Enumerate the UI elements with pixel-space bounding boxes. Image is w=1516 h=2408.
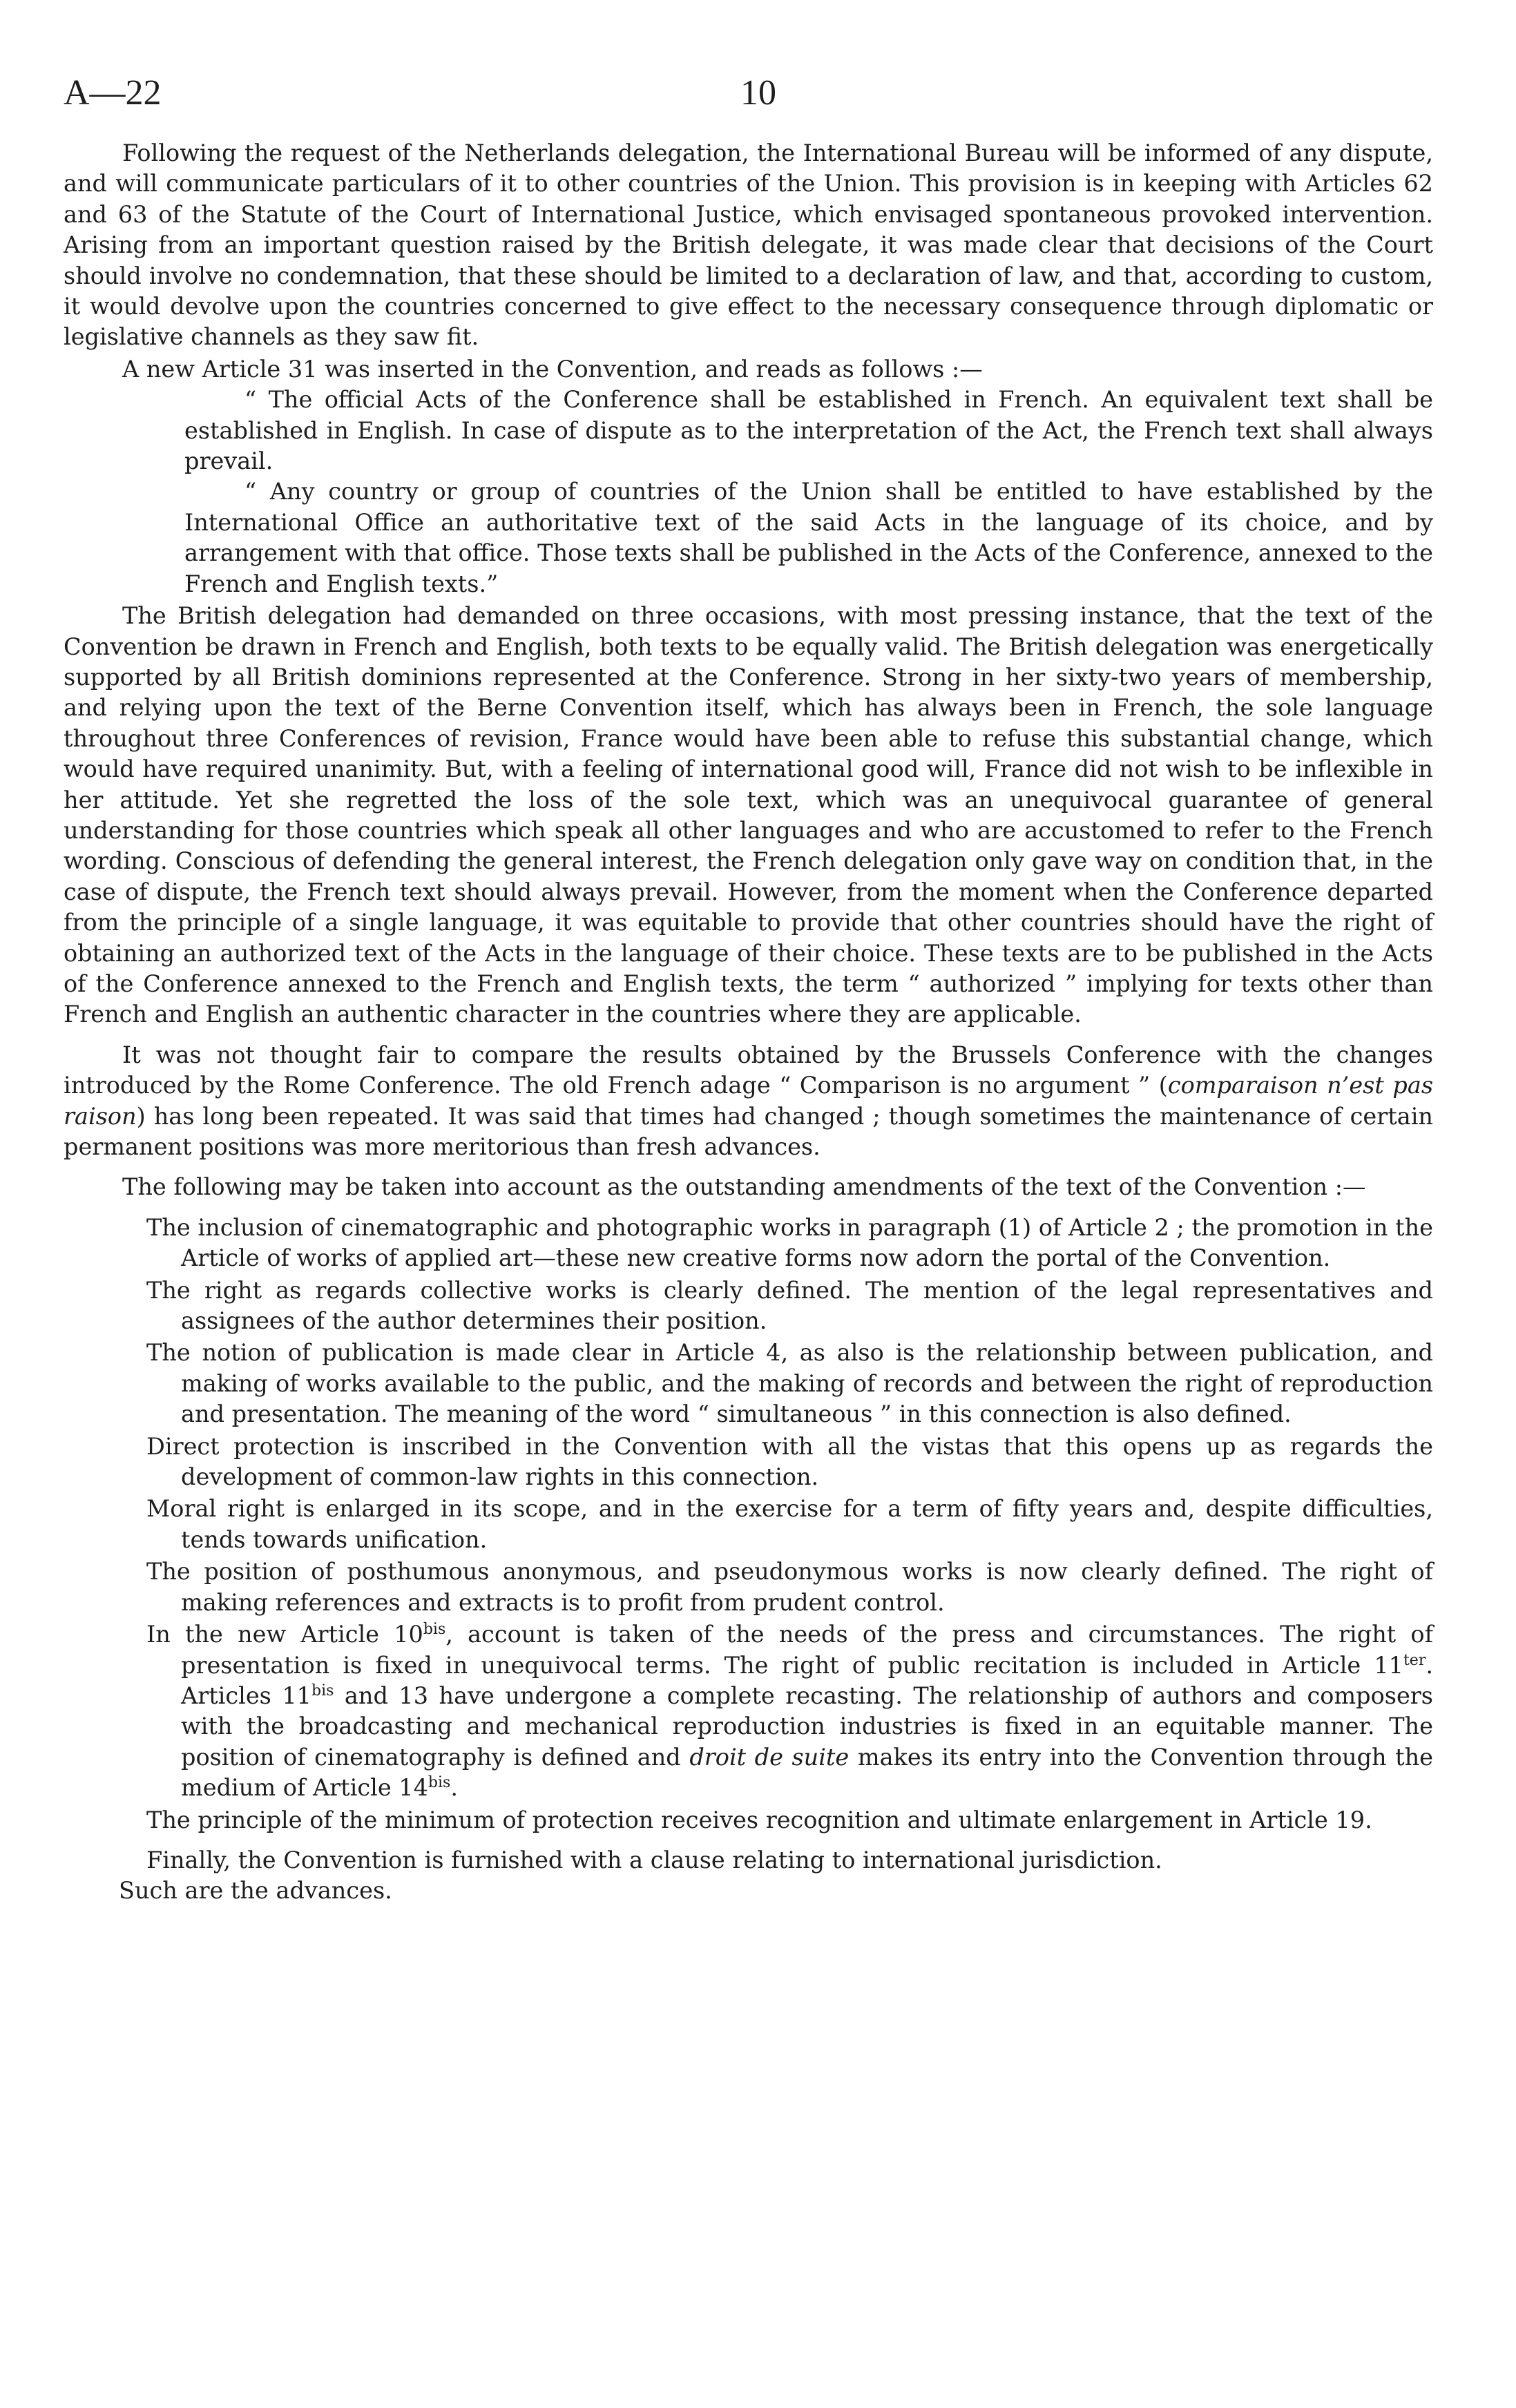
paragraph-netherlands-request: Following the request of the Netherlands delegation, the International Bureau will be informed of any dispute, and will communicate particulars of it to other countries of the Union. This provision is in keeping with Articles 62 and 63 of the Statute of the Court of International Justice, which envisaged spontaneous provoked intervention. Arising from an important question raised by the British delegate, it was made clear that decisions of the Court should involve no condemnation, that these should be limited to a declaration of law, and that, according to custom, it would devolve upon the countries concerned to give effect to the necessary consequence through diplomatic or legislative channels as they saw fit. [64, 139, 1433, 351]
list-item: The right as regards collective works is clearly defined. The mention of the legal representatives and assignees of the author determines their position. [146, 1276, 1433, 1335]
list-item: Finally, the Convention is furnished with a clause relating to international jurisdiction. [146, 1846, 1162, 1874]
list-item: The inclusion of cinematographic and photographic works in paragraph (1) of Article 2 ; the promotion in the Article of works of applied art—these new creative forms now adorn the portal of the Convention. [146, 1213, 1433, 1272]
item-text: makes its entry into the Convention through the medium of Article 14 [181, 1743, 1433, 1802]
list-item: The notion of publication is made clear in Article 4, as also is the relationship between publication, and making of works available to the public, and the making of records and between the right of reproduction and presentation. The meaning of the word “ simultaneous ” in this connection is also defined. [146, 1339, 1433, 1428]
paragraph-comparison-text-a: It was not thought fair to compare the results obtained by the Brussels Conference with the changes introduced by the Rome Conference. The old French adage “ Comparison is no argument ” ( [64, 1041, 1433, 1099]
superscript-ter: ter [1403, 1651, 1426, 1669]
quote-paragraph-1: “ The official Acts of the Conference shall be established in French. An equivalent text shall be established in English. In case of dispute as to the interpretation of the Act, the French text shall always prevail. [184, 386, 1433, 475]
article-31-quote [64, 385, 1433, 599]
quote-paragraph-2: “ Any country or group of countries of the Union shall be entitled to have established by the International Office an authoritative text of the said Acts in the language of its choice, and by arrangement with that office. Those texts shall be published in the Acts of the Conference, annexed to the French and English texts.” [184, 478, 1433, 597]
list-item: Direct protection is inscribed in the Convention with all the vistas that this opens up as regards the development of common-law rights in this connection. [146, 1432, 1433, 1491]
paragraph-comparison-text-b: ) has long been repeated. It was said that times had changed ; though sometimes the maintenance of certain permanent positions was more meritorious than fresh advances. [64, 1102, 1433, 1160]
item-text: In the new Article 10 [146, 1621, 423, 1648]
list-item: The principle of the minimum of protection receives recognition and ultimate enlargement in Article 19. [146, 1806, 1372, 1833]
paragraph-article-31-intro: A new Article 31 was inserted in the Convention, and reads as follows :— [122, 355, 983, 383]
closing-line: Such are the advances. [119, 1877, 392, 1905]
document-reference: A—22 [64, 73, 162, 113]
paragraph-comparison [64, 1040, 1433, 1163]
amendments-list [64, 1213, 1433, 1876]
page-number: 10 [740, 73, 776, 113]
superscript-bis: bis [311, 1682, 334, 1699]
superscript-bis: bis [423, 1620, 446, 1638]
paragraph-amendments-intro: The following may be taken into account as the outstanding amendments of the text of the Convention :— [122, 1173, 1366, 1201]
page-header [64, 73, 1433, 138]
list-item: The position of posthumous anonymous, and pseudonymous works is now clearly defined. The right of making references and extracts is to profit from prudent control. [146, 1558, 1433, 1616]
item-text: . [450, 1774, 458, 1802]
list-item: Moral right is enlarged in its scope, and in the exercise for a term of fifty years and, despite difficulties, tends towards unification. [146, 1495, 1433, 1553]
item-text: and 13 have undergone a complete recasting. The relationship of authors and composers with the broadcasting and mechanical reproduction industries is fixed in an equitable manner. The position of cinematography is defined and [181, 1682, 1433, 1771]
french-adage: comparaison n’est pas raison [64, 1072, 1434, 1130]
paragraph-british-delegation: The British delegation had demanded on three occasions, with most pressing instance, that the text of the Convention be drawn in French and English, both texts to be equally valid. The British delegation was energetically supported by all British dominions represented at the Conference. Strong in her sixty-two years of membership, and relying upon the text of the Berne Convention itself, which has always been in French, the sole language throughout three Conferences of revision, France would have been able to refuse this substantial change, which would have required unanimity. But, with a feeling of international good will, France did not wish to be inflexible in her attitude. Yet she regretted the loss of the sole text, which was an unequivocal guarantee of general understanding for those countries which speak all other languages and who are accustomed to refer to the French wording. Conscious of defending the general interest, the French delegation only gave way on condition that, in the case of dispute, the French text should always prevail. However, from the moment when the Conference departed from the principle of a single language, it was equitable to provide that other countries should have the right of obtaining an authorized text of the Acts in the language of their choice. These texts are to be published in the Acts of the Conference annexed to the French and English texts, the term “ authorized ” implying for texts other than French and English an authentic character in the countries where they are applicable. [64, 602, 1433, 1028]
item-text: . Articles 11 [181, 1651, 1433, 1709]
list-item [64, 1619, 1433, 1803]
item-text: , account is taken of the needs of the press and circumstances. The right of presentation is fixed in unequivocal terms. The right of public recitation is included in Article 11 [181, 1621, 1433, 1679]
page-body [64, 138, 1433, 1907]
superscript-bis: bis [428, 1773, 451, 1791]
droit-de-suite: droit de suite [689, 1743, 850, 1771]
